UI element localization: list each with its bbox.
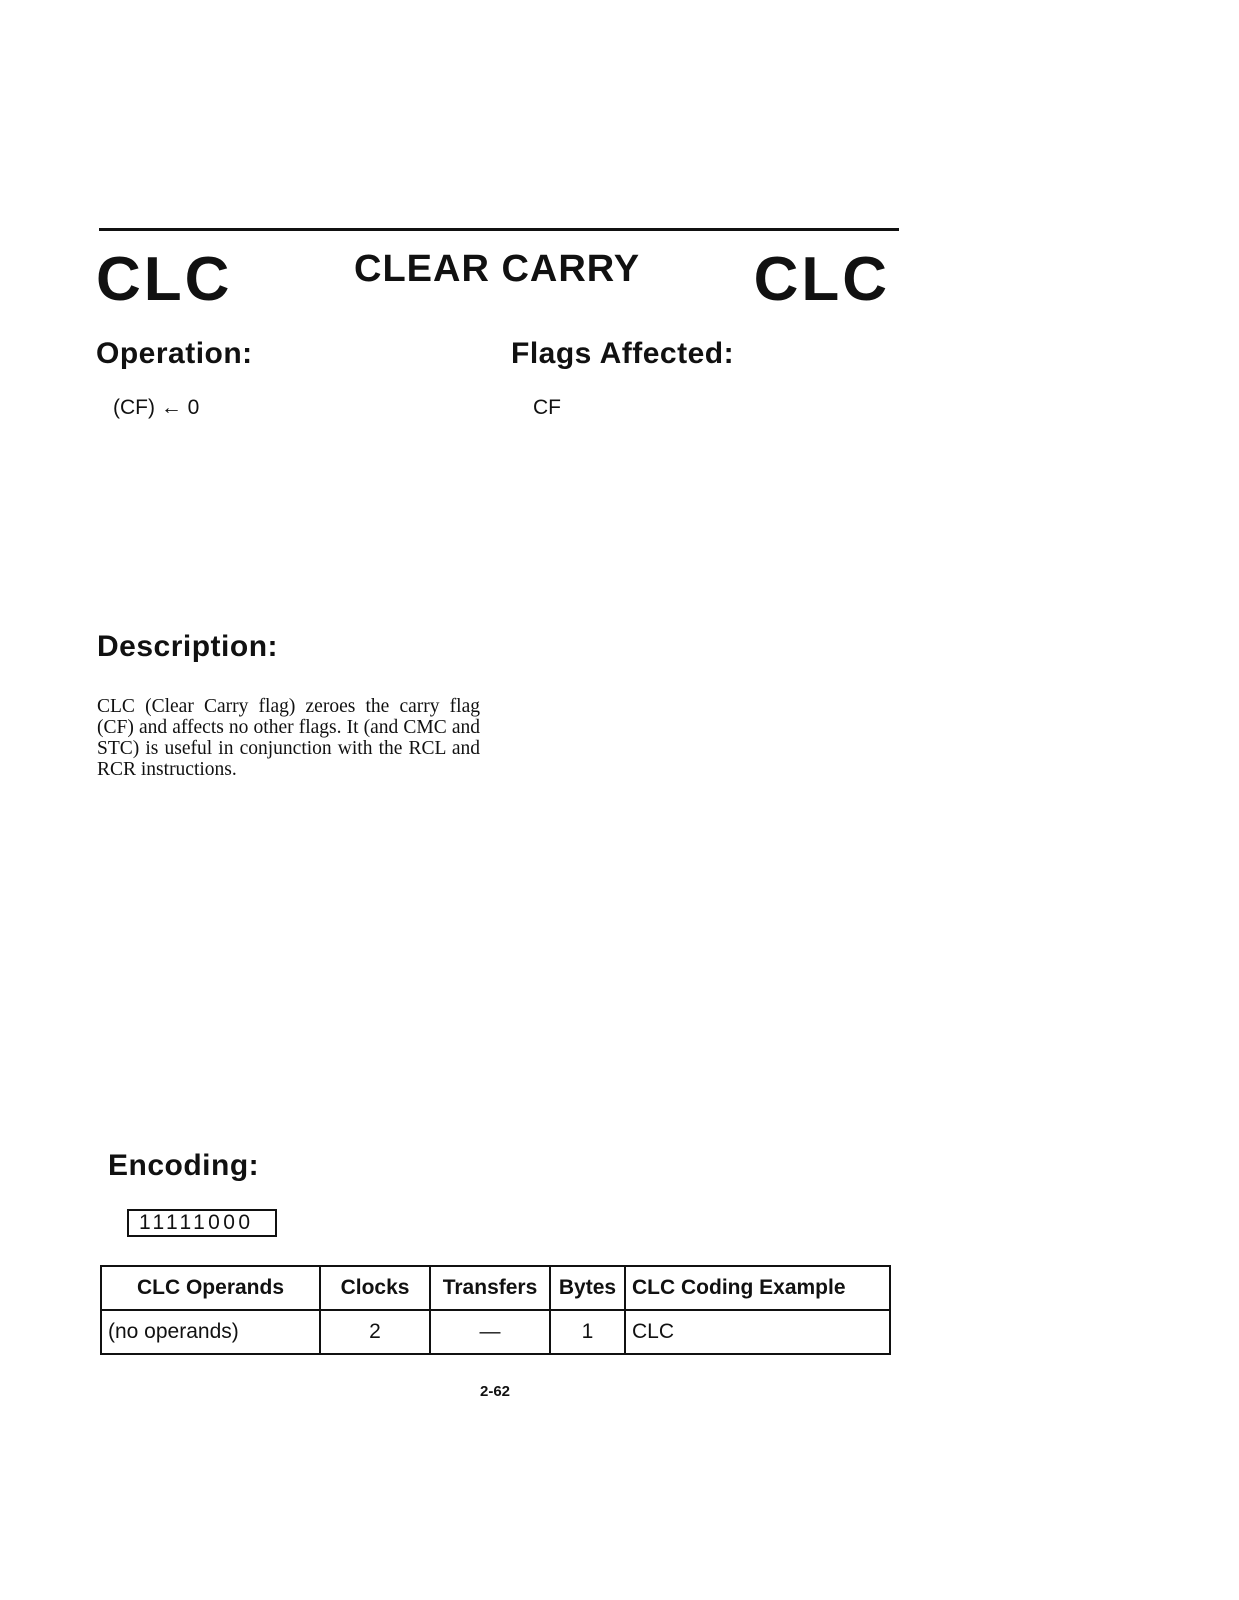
flags-heading: Flags Affected:	[511, 337, 735, 370]
header-rule	[99, 228, 899, 231]
operands-table	[100, 1265, 891, 1355]
header-transfers: Transfers	[430, 1266, 550, 1310]
cell-coding-example: CLC	[625, 1310, 890, 1354]
header-coding-example: CLC Coding Example	[625, 1266, 890, 1310]
table-header-row	[101, 1266, 890, 1310]
header-bytes: Bytes	[550, 1266, 625, 1310]
cell-clocks: 2	[320, 1310, 430, 1354]
page-title: CLEAR CARRY	[354, 248, 641, 290]
cell-bytes: 1	[550, 1310, 625, 1354]
mnemonic-right: CLC	[753, 245, 890, 314]
description-heading: Description:	[97, 630, 279, 663]
page-number: 2-62	[479, 1383, 511, 1400]
operation-text: (CF) ← 0	[113, 396, 200, 419]
cell-transfers: —	[430, 1310, 550, 1354]
encoding-bits: 11111000	[127, 1209, 277, 1237]
header-clocks: Clocks	[320, 1266, 430, 1310]
table-row	[101, 1310, 890, 1354]
operation-heading: Operation:	[96, 337, 253, 370]
encoding-heading: Encoding:	[108, 1149, 260, 1182]
flags-text: CF	[533, 396, 561, 419]
header-operands: CLC Operands	[101, 1266, 320, 1310]
mnemonic-left: CLC	[96, 245, 233, 314]
description-text: CLC (Clear Carry flag) zeroes the carry flag (CF) and affects no other flags. It (and CMC and STC) is useful in conjunction with the RCL and RCR instructions.	[97, 696, 480, 780]
cell-operands: (no operands)	[101, 1310, 320, 1354]
